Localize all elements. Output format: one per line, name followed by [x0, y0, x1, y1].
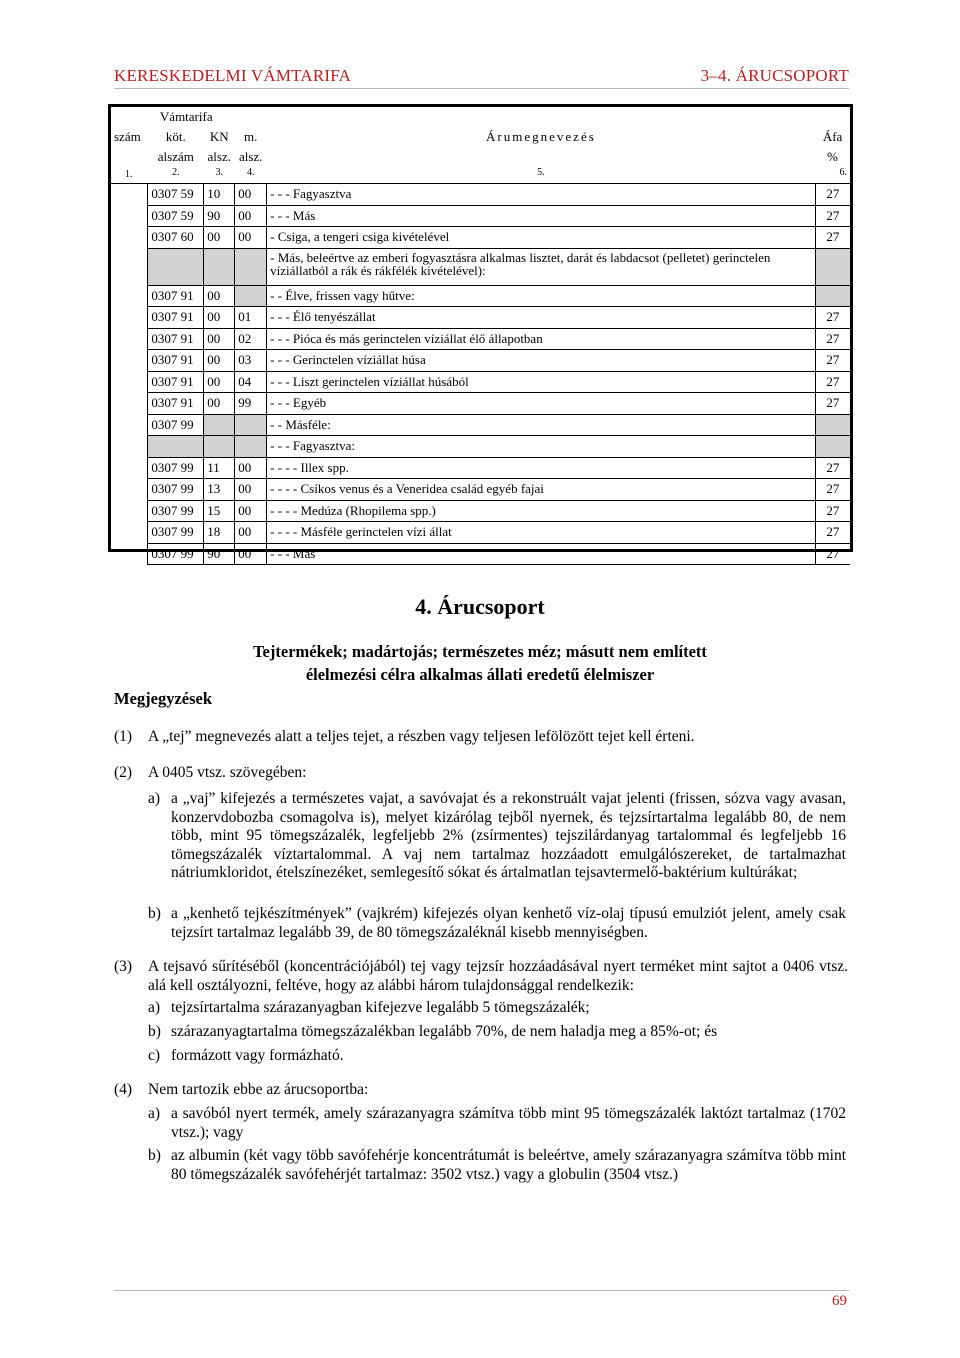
cell-vamtarifa-szam: 0307 99 — [148, 500, 204, 522]
col-num-3: 3. — [204, 167, 235, 184]
cell-arumegnevezes: - - Másféle: — [267, 414, 815, 436]
note-3b-label: b) — [148, 1023, 161, 1040]
cell-vamtarifa-szam: 0307 91 — [148, 350, 204, 372]
note-3c-text: formázott vagy formázható. — [171, 1047, 344, 1064]
col-num-1: 1. — [111, 167, 148, 184]
row-spacer — [111, 205, 148, 227]
header-m-alsz: alsz. — [238, 149, 263, 164]
cell-vamtarifa-szam: 0307 99 — [148, 522, 204, 544]
cell-kn-alszam: 13 — [204, 479, 235, 501]
row-spacer — [111, 457, 148, 479]
note-3a-label: a) — [148, 999, 161, 1016]
row-spacer — [111, 371, 148, 393]
cell-arumegnevezes: - - - Gerinctelen víziállat húsa — [267, 350, 815, 372]
cell-afa: 27 — [815, 522, 850, 544]
cell-kn-alszam — [204, 248, 235, 285]
cell-vamtarifa-szam: 0307 91 — [148, 371, 204, 393]
note-2-number: (2) — [114, 764, 133, 781]
note-2a-label: a) — [148, 790, 161, 807]
row-spacer — [111, 414, 148, 436]
row-spacer — [111, 328, 148, 350]
page-number: 69 — [832, 1293, 847, 1309]
cell-kn-alszam: 15 — [204, 500, 235, 522]
header-right: 3–4. ÁRUCSOPORT — [700, 66, 849, 85]
cell-afa — [815, 285, 850, 307]
cell-arumegnevezes: - Más, beleértve az emberi fogyasztásra alkalmas lisztet, darát és labdacsot (pelletet) gerinctelen víziállatból a rák és rákfélék kivételével): — [267, 248, 815, 285]
note-4a-text: a savóból nyert termék, amely szárazanyagra számítva több mint 95 tömegszázalék laktózt tartalmaz (1702 vtsz.); vagy — [171, 1105, 846, 1141]
tariff-table — [108, 104, 853, 561]
cell-afa: 27 — [815, 328, 850, 350]
cell-vamtarifa-szam: 0307 60 — [148, 227, 204, 249]
row-spacer — [111, 479, 148, 501]
cell-kn-alszam — [204, 436, 235, 458]
cell-kn-alszam: 11 — [204, 457, 235, 479]
cell-vamtarifa-szam: 0307 59 — [148, 184, 204, 206]
cell-afa: 27 — [815, 184, 850, 206]
table-row — [111, 328, 850, 350]
note-2b-label: b) — [148, 905, 161, 922]
cell-vamtarifa-szam — [148, 248, 204, 285]
cell-kn-alszam: 18 — [204, 522, 235, 544]
note-2a-text: a „vaj” kifejezés a természetes vajat, a savóvajat és a rekonstruált vajat jelenti (frissen, sózva vagy avasan, konzervdobozba csomagolva is), melyet kizárólag tejből nyernek, és tejzsírtartalma legalább 80, de nem több, mint 95 tömegszázalék, legfeljebb 2% (zsírmentes) tejszilárdanyag tartalommal és legfeljebb 16 tömegszázalék víztartalommal. A vaj nem tartalmaz hozzáadott emulgálószereket, de tartalmazhat nátriumkloridot, ételszínezéket, semlegesítő sókat és ártalmatlan tejsavtermelő-baktérium kultúrákat; — [171, 790, 846, 881]
cell-afa — [815, 248, 850, 285]
cell-arumegnevezes: - - - Más — [267, 205, 815, 227]
cell-kn-alszam: 00 — [204, 350, 235, 372]
running-header — [114, 66, 849, 89]
row-spacer — [111, 350, 148, 372]
cell-vamtarifa-szam: 0307 59 — [148, 205, 204, 227]
note-3-number: (3) — [114, 958, 133, 975]
cell-kn-alszam: 10 — [204, 184, 235, 206]
table-row — [111, 371, 850, 393]
cell-arumegnevezes: - - - Liszt gerinctelen víziállat húsából — [267, 371, 815, 393]
cell-vamtarifa-szam: 0307 99 — [148, 543, 204, 565]
cell-m-alszam: 00 — [235, 543, 267, 565]
table-row — [111, 543, 850, 565]
table-row — [111, 205, 850, 227]
cell-m-alszam: 00 — [235, 479, 267, 501]
cell-arumegnevezes: - - - Egyéb — [267, 393, 815, 415]
cell-m-alszam: 02 — [235, 328, 267, 350]
cell-m-alszam: 00 — [235, 227, 267, 249]
header-left: KERESKEDELMI VÁMTARIFA — [114, 66, 352, 85]
header-afa: Áfa — [822, 129, 843, 144]
cell-afa: 27 — [815, 227, 850, 249]
table-row — [111, 457, 850, 479]
table-row — [111, 522, 850, 544]
cell-arumegnevezes: - - - - Csíkos venus és a Veneridea család egyéb fajai — [267, 479, 815, 501]
cell-kn-alszam: 90 — [204, 205, 235, 227]
note-2-text: A 0405 vtsz. szövegében: — [148, 764, 307, 781]
cell-afa — [815, 414, 850, 436]
cell-arumegnevezes: - - - Fagyasztva: — [267, 436, 815, 458]
row-spacer — [111, 500, 148, 522]
note-4a-label: a) — [148, 1105, 161, 1122]
cell-vamtarifa-szam — [148, 436, 204, 458]
cell-m-alszam: 99 — [235, 393, 267, 415]
row-spacer — [111, 522, 148, 544]
cell-afa: 27 — [815, 393, 850, 415]
table-row — [111, 248, 850, 285]
cell-m-alszam — [235, 248, 267, 285]
table-row — [111, 285, 850, 307]
note-4-text: Nem tartozik ebbe az árucsoportba: — [148, 1081, 369, 1098]
note-3-text: A tejsavó sűrítéséből (koncentrációjából) tej vagy tejzsír hozzáadásával nyert terméket mint sajtot a 0406 vtsz. alá kell osztályozni, feltéve, hogy az alábbi három tulajdonsággal rendelkezik: — [148, 958, 848, 994]
table-header-row-1 — [111, 107, 850, 127]
table-row — [111, 414, 850, 436]
cell-arumegnevezes: - - - Pióca és más gerinctelen víziállat élő állapotban — [267, 328, 815, 350]
col-num-5: 5. — [267, 167, 815, 184]
group-subtitle: Tejtermékek; madártojás; természetes méz; másutt nem említett élelmezési célra alkalmas állati eredetű élelmiszer — [253, 642, 707, 684]
cell-afa: 27 — [815, 371, 850, 393]
cell-kn-alszam: 00 — [204, 307, 235, 329]
note-4b-label: b) — [148, 1147, 161, 1164]
header-kot: köt. — [165, 129, 186, 144]
header-arumegnevezes: Árumegnevezés — [486, 129, 596, 144]
table-row — [111, 227, 850, 249]
cell-arumegnevezes: - Csiga, a tengeri csiga kivételével — [267, 227, 815, 249]
cell-arumegnevezes: - - - - Másféle gerinctelen vízi állat — [267, 522, 815, 544]
footer-rule — [114, 1290, 849, 1291]
col-num-2: 2. — [148, 167, 204, 184]
header-m: m. — [244, 129, 258, 144]
col-num-4: 4. — [235, 167, 267, 184]
cell-arumegnevezes: - - - - Illex spp. — [267, 457, 815, 479]
row-spacer — [111, 248, 148, 285]
cell-vamtarifa-szam: 0307 91 — [148, 285, 204, 307]
header-szam: szám — [114, 129, 141, 144]
note-3a-text: tejzsírtartalma szárazanyagban kifejezve legalább 5 tömegszázalék; — [171, 999, 590, 1016]
header-vamtarifa: Vámtarifa — [159, 109, 213, 124]
cell-afa: 27 — [815, 543, 850, 565]
col-num-6: 6. — [815, 167, 850, 184]
table-row — [111, 350, 850, 372]
table-row — [111, 184, 850, 206]
cell-afa: 27 — [815, 457, 850, 479]
header-kn: KN — [209, 129, 229, 144]
cell-vamtarifa-szam: 0307 91 — [148, 307, 204, 329]
note-2b-text: a „kenhető tejkészítmények” (vajkrém) kifejezés olyan kenhető víz-olaj típusú emulziót jelent, amely csak tejzsírt tartalmaz legalább 39, de 80 tömegszázaléknál kisebb mennyiségben. — [171, 905, 846, 941]
row-spacer — [111, 285, 148, 307]
cell-vamtarifa-szam: 0307 91 — [148, 393, 204, 415]
cell-arumegnevezes: - - Élve, frissen vagy hűtve: — [267, 285, 815, 307]
note-4b-text: az albumin (két vagy több savófehérje koncentrátumát is beleértve, amely szárazanyagra számítva több mint 80 tömegszázalék savófehérjét tartalmaz: 3502 vtsz.) vagy a globulin (3504 vtsz.) — [171, 1147, 846, 1183]
cell-vamtarifa-szam: 0307 91 — [148, 328, 204, 350]
cell-vamtarifa-szam: 0307 99 — [148, 479, 204, 501]
note-4-number: (4) — [114, 1081, 133, 1098]
cell-m-alszam: 04 — [235, 371, 267, 393]
cell-m-alszam: 00 — [235, 205, 267, 227]
table-row — [111, 500, 850, 522]
cell-m-alszam: 00 — [235, 500, 267, 522]
cell-arumegnevezes: - - - Fagyasztva — [267, 184, 815, 206]
cell-kn-alszam — [204, 414, 235, 436]
header-alszam: alszám — [157, 149, 194, 164]
cell-kn-alszam: 00 — [204, 328, 235, 350]
cell-m-alszam — [235, 436, 267, 458]
cell-vamtarifa-szam: 0307 99 — [148, 457, 204, 479]
cell-kn-alszam: 00 — [204, 227, 235, 249]
cell-kn-alszam: 00 — [204, 285, 235, 307]
header-kn-alsz: alsz. — [207, 149, 231, 164]
cell-m-alszam: 00 — [235, 184, 267, 206]
notes-heading: Megjegyzések — [114, 689, 213, 708]
table-row — [111, 393, 850, 415]
table-row — [111, 479, 850, 501]
row-spacer — [111, 543, 148, 565]
note-1-number: (1) — [114, 728, 133, 745]
note-3c-label: c) — [148, 1047, 161, 1064]
cell-afa — [815, 436, 850, 458]
cell-kn-alszam: 00 — [204, 371, 235, 393]
cell-m-alszam: 01 — [235, 307, 267, 329]
cell-m-alszam — [235, 285, 267, 307]
row-spacer — [111, 436, 148, 458]
cell-kn-alszam: 90 — [204, 543, 235, 565]
note-1-text: A „tej” megnevezés alatt a teljes tejet, a részben vagy teljesen lefölözött tejet kell érteni. — [148, 728, 695, 745]
cell-m-alszam: 03 — [235, 350, 267, 372]
cell-vamtarifa-szam: 0307 99 — [148, 414, 204, 436]
note-3b-text: szárazanyagtartalma tömegszázalékban legalább 70%, de nem haladja meg a 85%-ot; és — [171, 1023, 718, 1040]
row-spacer — [111, 307, 148, 329]
cell-m-alszam: 00 — [235, 522, 267, 544]
row-spacer — [111, 227, 148, 249]
header-percent: % — [827, 149, 838, 164]
table-row — [111, 307, 850, 329]
cell-afa: 27 — [815, 205, 850, 227]
cell-arumegnevezes: - - - Más — [267, 543, 815, 565]
table-header-row-3 — [111, 147, 850, 167]
row-spacer — [111, 393, 148, 415]
group-title: 4. Árucsoport — [415, 594, 545, 619]
table-header-row-2 — [111, 127, 850, 147]
cell-kn-alszam: 00 — [204, 393, 235, 415]
cell-arumegnevezes: - - - - Medúza (Rhopilema spp.) — [267, 500, 815, 522]
column-number-row — [111, 167, 850, 184]
row-spacer — [111, 184, 148, 206]
cell-m-alszam: 00 — [235, 457, 267, 479]
cell-afa: 27 — [815, 307, 850, 329]
cell-arumegnevezes: - - - Élő tenyészállat — [267, 307, 815, 329]
cell-afa: 27 — [815, 500, 850, 522]
table-row — [111, 436, 850, 458]
cell-afa: 27 — [815, 479, 850, 501]
cell-afa: 27 — [815, 350, 850, 372]
cell-m-alszam — [235, 414, 267, 436]
